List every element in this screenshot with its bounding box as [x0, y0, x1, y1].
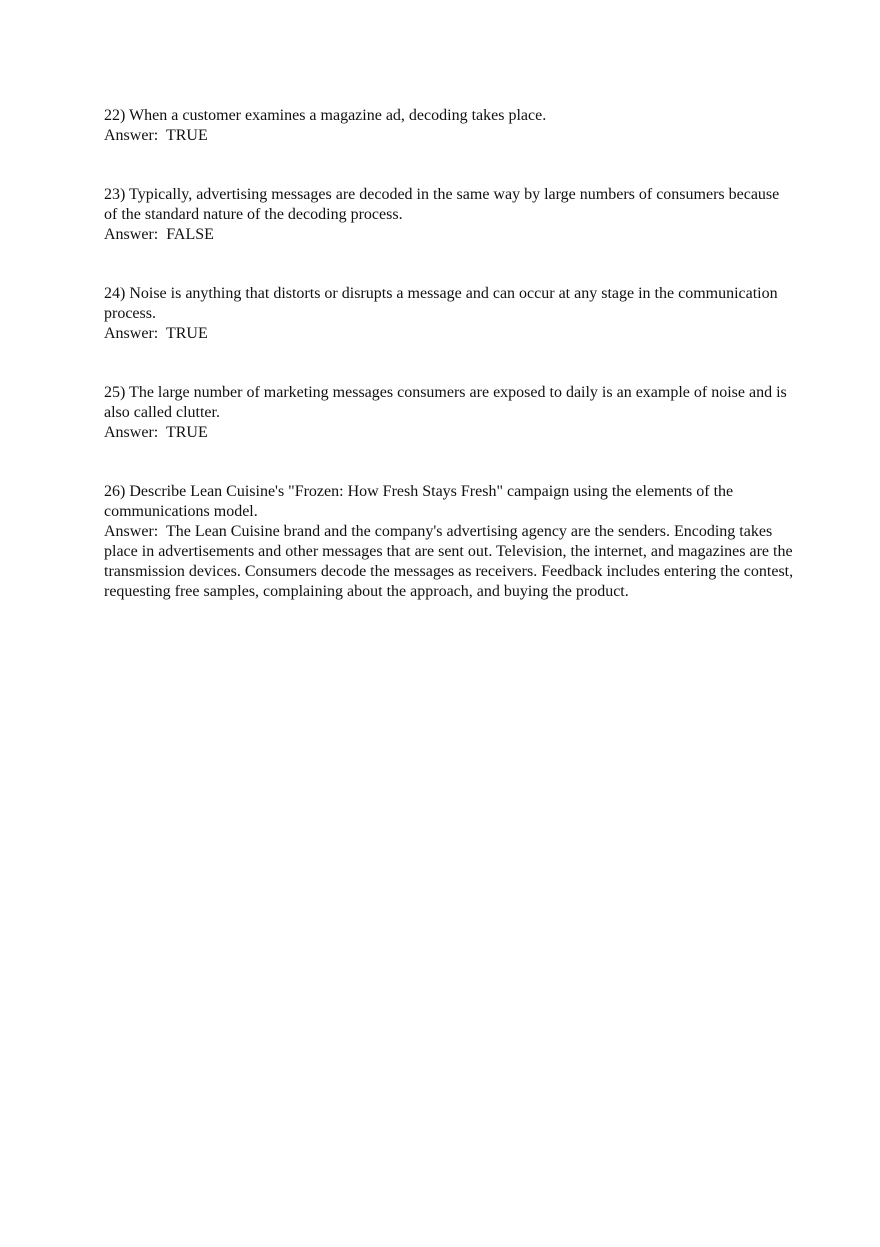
- answer-label: Answer:: [104, 325, 159, 342]
- answer-line: [104, 324, 794, 344]
- question-item-24: [104, 284, 794, 344]
- question-item-26: [104, 482, 794, 602]
- answer-text: TRUE: [165, 424, 208, 441]
- answer-label: Answer:: [104, 226, 159, 243]
- question-text: 24) Noise is anything that distorts or disrupts a message and can occur at any stage in the communication process.: [104, 285, 778, 322]
- answer-line: [104, 225, 794, 245]
- question-list: [104, 106, 794, 641]
- question-text: 23) Typically, advertising messages are decoded in the same way by large numbers of consumers because of the standard nature of the decoding process.: [104, 186, 780, 223]
- answer-text: TRUE: [165, 325, 208, 342]
- answer-label: Answer:: [104, 424, 159, 441]
- answer-line: [104, 126, 794, 146]
- question-item-25: [104, 383, 794, 443]
- answer-text: The Lean Cuisine brand and the company's advertising agency are the senders. Encoding takes place in advertisements and other messages that are sent out. Television, the internet, and magazines are the transmission devices. Consumers decode the messages as receivers. Feedback includes entering the contest, requesting free samples, complaining about the approach, and buying the product.: [104, 523, 794, 600]
- question-item-22: [104, 106, 794, 146]
- answer-paragraph: [104, 522, 794, 602]
- answer-label: Answer:: [104, 523, 159, 540]
- answer-label: Answer:: [104, 127, 159, 144]
- answer-text: TRUE: [165, 127, 208, 144]
- question-text: 26) Describe Lean Cuisine's "Frozen: How Fresh Stays Fresh" campaign using the elements of the communications model.: [104, 483, 734, 520]
- answer-text: FALSE: [166, 226, 214, 243]
- question-item-23: [104, 185, 794, 245]
- question-text: 22) When a customer examines a magazine ad, decoding takes place.: [104, 107, 547, 124]
- answer-line: [104, 423, 794, 443]
- question-text: 25) The large number of marketing messages consumers are exposed to daily is an example of noise and is also called clutter.: [104, 384, 787, 421]
